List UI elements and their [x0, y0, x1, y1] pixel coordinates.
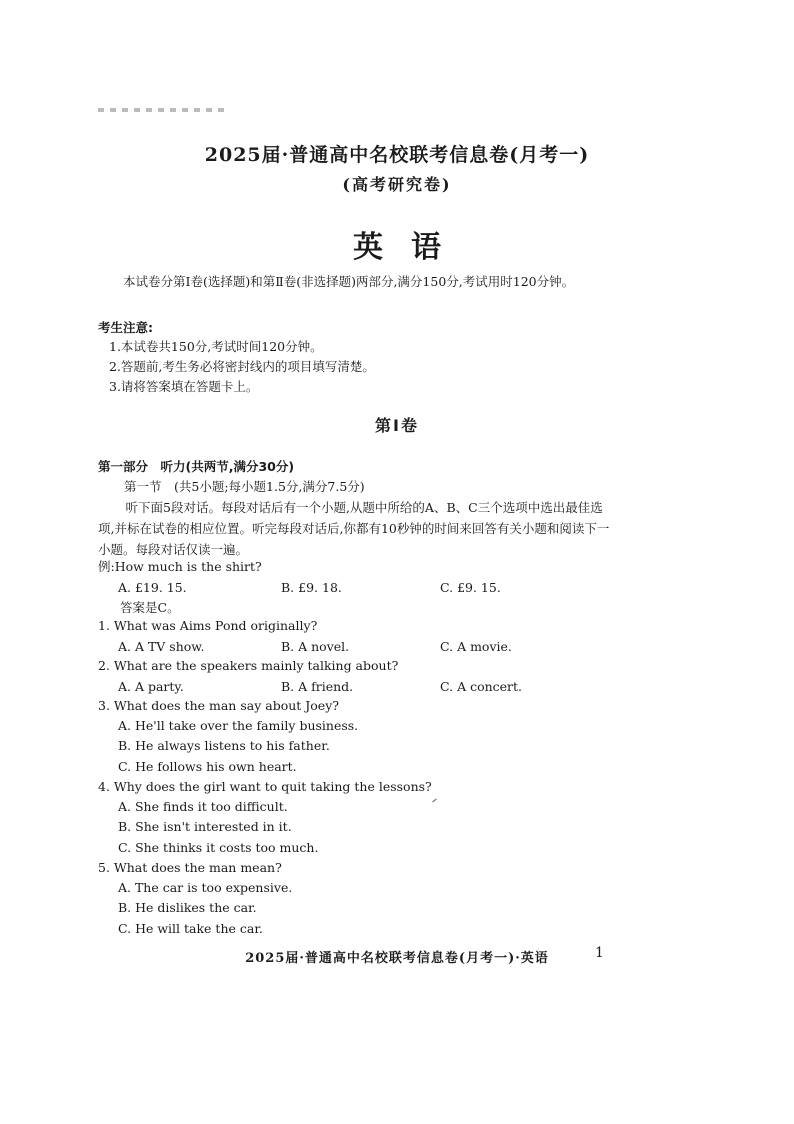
option-c: C. £9. 15.: [440, 580, 501, 595]
option-c: C. He will take the car.: [118, 920, 263, 936]
question-2: [98, 656, 618, 697]
option-row: [98, 577, 618, 598]
page-footer: 2025届·普通高中名校联考信息卷(月考一)·英语: [245, 951, 549, 966]
option-b: B. £9. 18.: [281, 580, 342, 595]
question-5: [98, 858, 618, 939]
question-4: [98, 777, 618, 858]
scanned-header-mark: [98, 108, 228, 112]
option-b: B. A friend.: [281, 679, 354, 694]
option-a: A. He'll take over the family business.: [118, 718, 359, 733]
notice-item: 2.答题前,考生务必将密封线内的项目填写清楚。: [109, 359, 375, 374]
option-a: A. The car is too expensive.: [118, 880, 293, 895]
option-c: C. He follows his own heart.: [118, 758, 297, 774]
page-number: 1: [595, 945, 604, 961]
option-c: C. She thinks it costs too much.: [118, 839, 319, 855]
option-c: C. A concert.: [440, 679, 523, 694]
volume-heading: 第Ⅰ卷: [375, 416, 419, 435]
option-b: B. She isn't interested in it.: [118, 819, 292, 835]
listening-instructions: 听下面5段对话。每段对话后有一个小题,从题中所给的A、B、C三个选项中选出最佳选项,并标在试卷的相应位置。听完每段对话后,你都有10秒钟的时间来回答有关小题和阅读下一小题。每段对话仅读一遍。: [98, 500, 610, 557]
question-3: [98, 696, 618, 777]
option-a: A. A party.: [118, 679, 184, 694]
intro-paragraph: 本试卷分第Ⅰ卷(选择题)和第Ⅱ卷(非选择题)两部分,满分150分,考试用时120分钟。: [123, 274, 575, 289]
example-answer: 答案是C。: [120, 600, 180, 615]
option-c: C. A movie.: [440, 639, 512, 654]
question-stem: 例:How much is the shirt?: [98, 559, 262, 574]
option-b: B. He always listens to his father.: [118, 738, 330, 754]
option-b: B. A novel.: [281, 639, 350, 654]
option-row: [98, 636, 618, 657]
example-question: [98, 557, 618, 618]
option-row: [98, 676, 618, 697]
question-stem: 4. Why does the girl want to quit taking the lessons?: [98, 779, 432, 794]
notice-item: 3.请将答案填在答题卡上。: [109, 379, 259, 394]
option-a: A. A TV show.: [118, 639, 205, 654]
notice-item: 1.本试卷共150分,考试时间120分钟。: [109, 339, 323, 354]
question-1: [98, 616, 618, 657]
option-a: A. £19. 15.: [118, 580, 187, 595]
question-stem: 2. What are the speakers mainly talking about?: [98, 658, 399, 673]
section-heading: 第一节 (共5小题;每小题1.5分,满分7.5分): [124, 479, 365, 494]
exam-title: 2025届·普通高中名校联考信息卷(月考一): [204, 144, 590, 166]
part-heading: 第一部分 听力(共两节,满分30分): [98, 459, 295, 474]
subject-heading: 英语: [353, 230, 469, 265]
notice-title: 考生注意:: [98, 320, 153, 335]
option-a: A. She finds it too difficult.: [118, 799, 288, 814]
exam-subtitle: (高考研究卷): [342, 175, 452, 194]
option-b: B. He dislikes the car.: [118, 900, 257, 916]
notice-list: [109, 337, 375, 397]
question-stem: 1. What was Aims Pond originally?: [98, 618, 318, 633]
question-stem: 3. What does the man say about Joey?: [98, 698, 339, 713]
question-stem: 5. What does the man mean?: [98, 860, 282, 875]
